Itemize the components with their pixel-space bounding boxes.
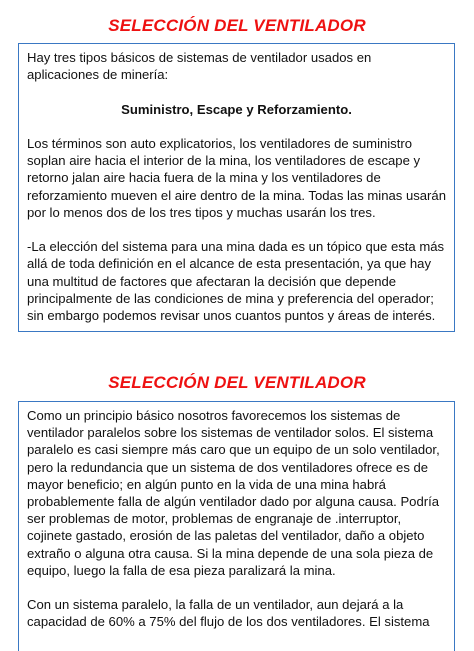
system-choice-paragraph: -La elección del sistema para una mina dada es un tópico que esta más allá de toda definición en el alcance de esta presentación, ya que hay una multitud de factores que afectaran la decisión que depende principalmente de las condiciones de mina y preferencia del operador; sin embargo podemos revisar unos cuantos puntos y áreas de interés. — [27, 239, 445, 323]
spacer — [27, 221, 446, 238]
section-2-text-box — [18, 401, 455, 651]
section-1-text-box — [18, 43, 455, 332]
parallel-failure-paragraph: Con un sistema paralelo, la falla de un ventilador, aun dejará a la capacidad de 60% a 75% del flujo de los dos ventiladores. El sistema — [27, 597, 430, 630]
terms-paragraph: Los términos son auto explicatorios, los ventiladores de suministro soplan aire hacia el interior de la mina, los ventiladores de escape y retorno jalan aire hacia fuera de la mina y los ventiladores de reforzamiento mueven el aire dentro de la mina. Todas las minas usarán por lo menos dos de los tres tipos y muchas usarán los tres. — [27, 135, 446, 220]
section-2-title: SELECCIÓN DEL VENTILADOR — [108, 373, 366, 392]
parallel-systems-paragraph: Como un principio básico nosotros favorecemos los sistemas de ventilador paralelos sobre los sistemas de ventilador solos. El sistema paralelo es casi siempre más caro que un equipo de un solo ventilador, pero la redundancia que un sistema de dos ventiladores ofrece es de mayor beneficio; en algún punto en la vida de una mina habrá probablemente falla de algún ventilador dado por alguna causa. Podría ser problemas de motor, problemas de engranaje de .interruptor, cojinete gastado, erosión de las paletas del ventilador, daño a objeto extraño o alguna otra causa. Si la mina depende de una sola pieza de equipo, luego la falla de esa pieza paralizará la mina. — [27, 408, 440, 578]
spacer — [27, 118, 446, 135]
fan-types-heading: Suministro, Escape y Reforzamiento. — [121, 101, 352, 117]
spacer — [27, 579, 446, 596]
spacer — [27, 83, 446, 100]
intro-paragraph: Hay tres tipos básicos de sistemas de ventilador usados en aplicaciones de minería: — [27, 50, 372, 83]
section-1-title: SELECCIÓN DEL VENTILADOR — [108, 16, 366, 35]
